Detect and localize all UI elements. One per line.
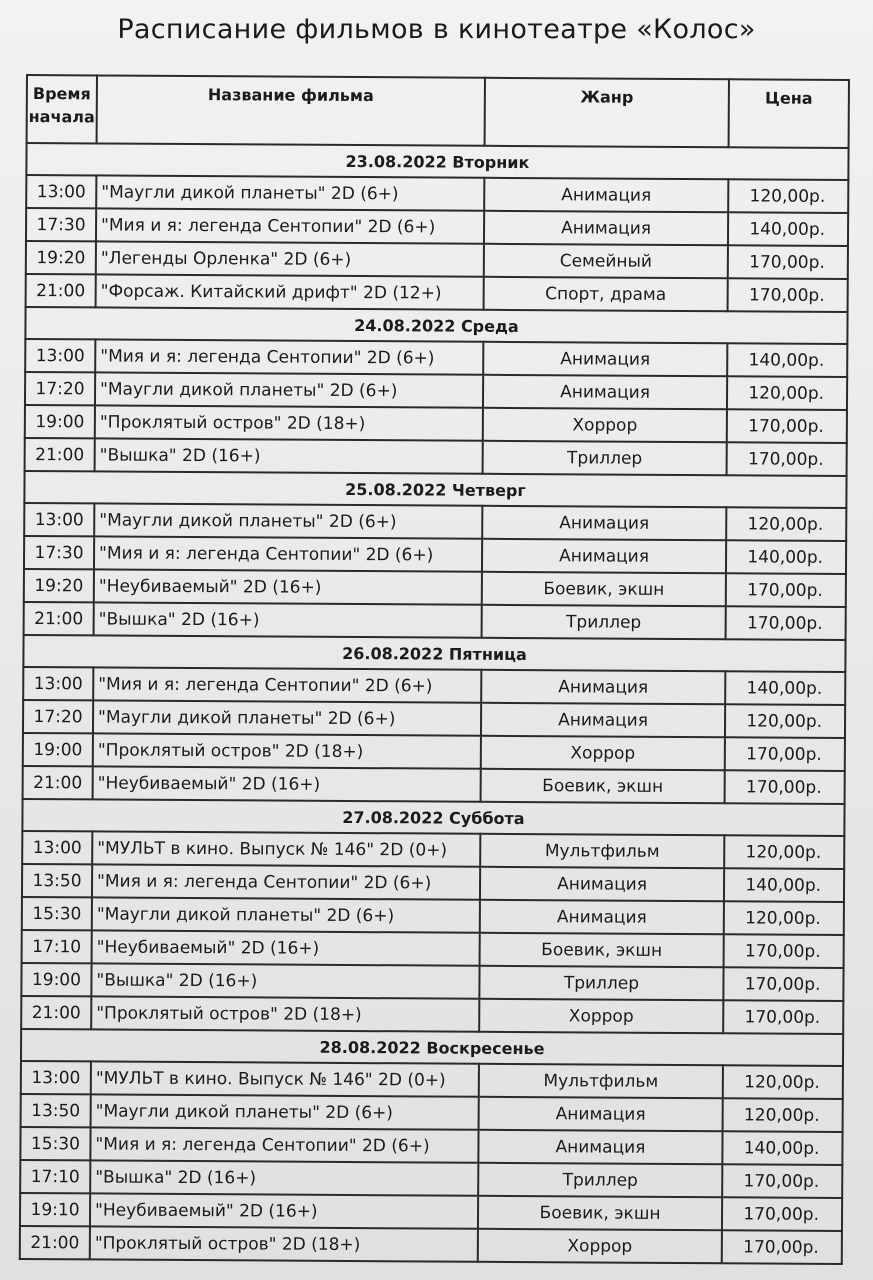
- genre-cell: Анимация: [482, 539, 726, 573]
- price-cell: 170,00р.: [725, 770, 845, 804]
- header-price: Цена: [729, 79, 849, 148]
- time-cell: 21:00: [23, 766, 93, 799]
- table-row: [21, 963, 843, 1001]
- time-cell: 19:20: [24, 569, 94, 602]
- time-cell: 17:20: [25, 372, 95, 405]
- price-cell: 170,00р.: [722, 1230, 842, 1264]
- time-cell: 19:00: [21, 963, 91, 996]
- day-label: 24.08.2022 Среда: [25, 307, 847, 344]
- genre-cell: Анимация: [484, 178, 728, 212]
- time-cell: 21:00: [26, 274, 96, 307]
- table-row: [20, 1226, 842, 1264]
- price-cell: 120,00р.: [728, 179, 848, 213]
- price-cell: 170,00р.: [728, 245, 848, 279]
- film-cell: "Мия и я: легенда Сентопии" 2D (6+): [95, 339, 483, 374]
- time-cell: 21:00: [25, 438, 95, 471]
- day-row: [21, 1029, 843, 1066]
- film-cell: "Вышка" 2D (16+): [94, 602, 482, 637]
- film-cell: "Мия и я: легенда Сентопии" 2D (6+): [90, 1127, 478, 1162]
- time-cell: 17:30: [24, 536, 94, 569]
- film-cell: "Вышка" 2D (16+): [95, 438, 483, 473]
- genre-cell: Триллер: [482, 605, 726, 639]
- time-cell: 13:00: [25, 339, 95, 372]
- film-cell: "Проклятый остров" 2D (18+): [91, 996, 479, 1031]
- header-time: [27, 75, 97, 143]
- price-cell: 140,00р.: [722, 1131, 842, 1165]
- table-row: [26, 175, 848, 213]
- table-row: [26, 208, 848, 246]
- genre-cell: Анимация: [484, 211, 728, 245]
- header-row: [27, 75, 849, 148]
- price-cell: 170,00р.: [727, 409, 847, 443]
- price-cell: 170,00р.: [722, 1164, 842, 1198]
- genre-cell: Боевик, экшн: [478, 1196, 722, 1230]
- time-cell: 19:00: [25, 405, 95, 438]
- table-row: [24, 536, 846, 574]
- time-cell: 15:30: [22, 897, 92, 930]
- genre-cell: Хоррор: [481, 736, 725, 770]
- film-cell: "Неубиваемый" 2D (16+): [92, 930, 480, 965]
- time-cell: 21:00: [20, 1226, 90, 1259]
- price-cell: 120,00р.: [723, 1065, 843, 1099]
- film-cell: "МУЛЬТ в кино. Выпуск № 146" 2D (0+): [91, 1061, 479, 1096]
- price-cell: 140,00р.: [724, 868, 844, 902]
- table-row: [24, 602, 846, 640]
- genre-cell: Мультфильм: [479, 1064, 723, 1098]
- price-cell: 170,00р.: [723, 967, 843, 1001]
- time-cell: 13:00: [22, 831, 92, 864]
- film-cell: "Маугли дикой планеты" 2D (6+): [94, 503, 482, 538]
- genre-cell: Триллер: [483, 441, 727, 475]
- header-time-line2: начала: [28, 107, 95, 127]
- time-cell: 15:30: [20, 1127, 90, 1160]
- day-label: 26.08.2022 Пятница: [23, 635, 845, 672]
- header-genre: Жанр: [485, 78, 729, 147]
- price-cell: 170,00р.: [726, 573, 846, 607]
- film-cell: "Неубиваемый" 2D (16+): [93, 766, 481, 801]
- price-cell: 120,00р.: [724, 835, 844, 869]
- schedule-body: [20, 143, 849, 1264]
- genre-cell: Анимация: [482, 506, 726, 540]
- price-cell: 120,00р.: [727, 376, 847, 410]
- day-row: [22, 799, 844, 836]
- table-row: [25, 372, 847, 410]
- table-row: [21, 1061, 843, 1099]
- price-cell: 170,00р.: [722, 1197, 842, 1231]
- table-row: [26, 274, 848, 312]
- genre-cell: Анимация: [479, 1097, 723, 1131]
- film-cell: "Мия и я: легенда Сентопии" 2D (6+): [94, 536, 482, 571]
- film-cell: "Вышка" 2D (16+): [90, 1160, 478, 1195]
- table-row: [23, 700, 845, 738]
- film-cell: "Маугли дикой планеты" 2D (6+): [93, 700, 481, 735]
- table-row: [24, 569, 846, 607]
- film-cell: "Форсаж. Китайский дрифт" 2D (12+): [96, 274, 484, 309]
- table-row: [21, 996, 843, 1034]
- table-row: [22, 864, 844, 902]
- time-cell: 21:00: [21, 996, 91, 1029]
- table-row: [23, 733, 845, 771]
- film-cell: "Маугли дикой планеты" 2D (6+): [96, 175, 484, 210]
- price-cell: 140,00р.: [727, 343, 847, 377]
- day-label: 25.08.2022 Четверг: [24, 471, 846, 508]
- price-cell: 120,00р.: [724, 901, 844, 935]
- time-cell: 17:10: [22, 930, 92, 963]
- time-cell: 17:20: [23, 700, 93, 733]
- genre-cell: Анимация: [480, 867, 724, 901]
- film-cell: "МУЛЬТ в кино. Выпуск № 146" 2D (0+): [92, 831, 480, 866]
- day-label: 27.08.2022 Суббота: [22, 799, 844, 836]
- table-row: [25, 339, 847, 377]
- time-cell: 17:10: [20, 1160, 90, 1193]
- time-cell: 19:10: [20, 1193, 90, 1226]
- price-cell: 170,00р.: [724, 934, 844, 968]
- genre-cell: Хоррор: [478, 1229, 722, 1263]
- genre-cell: Анимация: [480, 900, 724, 934]
- table-row: [20, 1160, 842, 1198]
- film-cell: "Маугли дикой планеты" 2D (6+): [95, 372, 483, 407]
- time-cell: 19:00: [23, 733, 93, 766]
- table-row: [26, 241, 848, 279]
- genre-cell: Триллер: [478, 1163, 722, 1197]
- price-cell: 140,00р.: [728, 212, 848, 246]
- table-row: [20, 1193, 842, 1231]
- price-cell: 120,00р.: [726, 507, 846, 541]
- page-title: Расписание фильмов в кинотеатре «Колос»: [117, 14, 756, 45]
- genre-cell: Анимация: [478, 1130, 722, 1164]
- price-cell: 120,00р.: [725, 704, 845, 738]
- header-time-line1: Время: [32, 84, 91, 104]
- film-cell: "Мия и я: легенда Сентопии" 2D (6+): [92, 864, 480, 899]
- film-cell: "Проклятый остров" 2D (18+): [90, 1226, 478, 1261]
- time-cell: 13:00: [24, 503, 94, 536]
- day-label: 28.08.2022 Воскресенье: [21, 1029, 843, 1066]
- genre-cell: Боевик, экшн: [481, 769, 725, 803]
- film-cell: "Проклятый остров" 2D (18+): [93, 733, 481, 768]
- film-cell: "Вышка" 2D (16+): [91, 963, 479, 998]
- price-cell: 170,00р.: [726, 606, 846, 640]
- genre-cell: Триллер: [479, 966, 723, 1000]
- table-row: [23, 667, 845, 705]
- genre-cell: Боевик, экшн: [482, 572, 726, 606]
- table-row: [22, 930, 844, 968]
- schedule-table: [19, 74, 850, 1265]
- day-row: [23, 635, 845, 672]
- price-cell: 140,00р.: [725, 671, 845, 705]
- film-cell: "Мия и я: легенда Сентопии" 2D (6+): [96, 208, 484, 243]
- time-cell: 17:30: [26, 208, 96, 241]
- table-row: [20, 1127, 842, 1165]
- time-cell: 13:50: [21, 1094, 91, 1127]
- film-cell: "Маугли дикой планеты" 2D (6+): [92, 897, 480, 932]
- genre-cell: Анимация: [483, 375, 727, 409]
- time-cell: 13:00: [21, 1061, 91, 1094]
- table-row: [22, 897, 844, 935]
- film-cell: "Неубиваемый" 2D (16+): [94, 569, 482, 604]
- time-cell: 21:00: [24, 602, 94, 635]
- genre-cell: Анимация: [481, 703, 725, 737]
- table-row: [21, 1094, 843, 1132]
- table-row: [24, 503, 846, 541]
- genre-cell: Семейный: [484, 244, 728, 278]
- genre-cell: Боевик, экшн: [480, 933, 724, 967]
- genre-cell: Анимация: [483, 342, 727, 376]
- genre-cell: Анимация: [481, 670, 725, 704]
- film-cell: "Неубиваемый" 2D (16+): [90, 1193, 478, 1228]
- genre-cell: Хоррор: [479, 999, 723, 1033]
- table-row: [23, 766, 845, 804]
- day-row: [26, 143, 848, 180]
- film-cell: "Легенды Орленка" 2D (6+): [96, 241, 484, 276]
- film-cell: "Маугли дикой планеты" 2D (6+): [91, 1094, 479, 1129]
- day-row: [25, 307, 847, 344]
- price-cell: 120,00р.: [723, 1098, 843, 1132]
- film-cell: "Мия и я: легенда Сентопии" 2D (6+): [93, 667, 481, 702]
- header-film: Название фильма: [97, 75, 485, 145]
- price-cell: 170,00р.: [725, 737, 845, 771]
- day-row: [24, 471, 846, 508]
- price-cell: 170,00р.: [723, 1000, 843, 1034]
- time-cell: 13:00: [23, 667, 93, 700]
- genre-cell: Хоррор: [483, 408, 727, 442]
- price-cell: 140,00р.: [726, 540, 846, 574]
- price-cell: 170,00р.: [728, 278, 848, 312]
- price-cell: 170,00р.: [727, 442, 847, 476]
- film-cell: "Проклятый остров" 2D (18+): [95, 405, 483, 440]
- time-cell: 13:50: [22, 864, 92, 897]
- table-row: [25, 438, 847, 476]
- genre-cell: Мультфильм: [480, 834, 724, 868]
- table-row: [22, 831, 844, 869]
- table-row: [25, 405, 847, 443]
- genre-cell: Спорт, драма: [484, 277, 728, 311]
- time-cell: 19:20: [26, 241, 96, 274]
- day-label: 23.08.2022 Вторник: [26, 143, 848, 180]
- time-cell: 13:00: [26, 175, 96, 208]
